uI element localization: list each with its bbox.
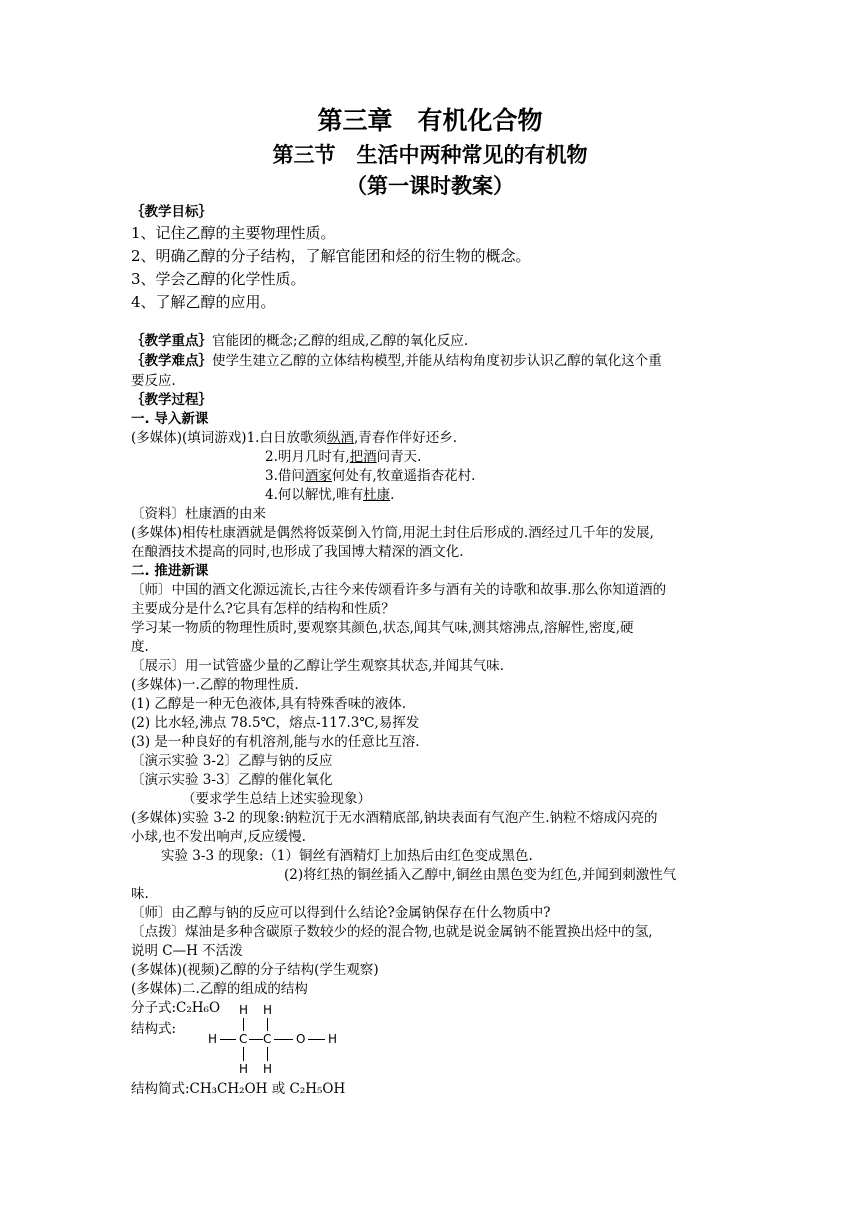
bond-line	[308, 1039, 325, 1040]
poem-text: 1.白日放歌须	[246, 430, 327, 446]
poem-line	[265, 447, 860, 468]
bond-line	[220, 1039, 236, 1040]
atom-h: H	[263, 1062, 273, 1076]
poem-line	[265, 485, 860, 506]
key-text: 官能团的概念;乙醇的组成,乙醇的氧化反应.	[212, 333, 469, 349]
bond-line	[267, 1047, 268, 1061]
ethanol-structural-formula	[200, 1003, 350, 1077]
text-line: (多媒体)(视频)乙醇的分子结构(学生观察)	[131, 962, 379, 978]
text-line: (2)将红热的铜丝插入乙醇中,铜丝由黑色变为红色,并闻到刺激性气	[284, 867, 677, 883]
media-line: (多媒体)相传杜康酒就是偶然将饭菜倒入竹筒,用泥土封住后形成的.酒经过几千年的发展,	[131, 525, 654, 541]
text-line: 〔展示〕用一试管盛少量的乙醇让学生观察其状态,并闻其气味.	[131, 658, 505, 674]
text-line: 说明 C—H 不活泼	[131, 943, 243, 959]
difficulty-text: 使学生建立乙醇的立体结构模型,并能从结构角度初步认识乙醇的氧化这个重	[212, 353, 662, 369]
atom-c: C	[239, 1032, 248, 1046]
material-line: 〔资料〕杜康酒的由来	[131, 506, 266, 522]
poem-text: 何处有,牧童遥指杏花村.	[331, 468, 476, 484]
difficulty-point	[131, 351, 731, 372]
text-line: 实验 3-3 的现象:（1）铜丝有酒精灯上加热后由红色变成黑色.	[161, 848, 533, 864]
atom-h: H	[328, 1032, 338, 1046]
text-line: (多媒体)二.乙醇的组成的结构	[131, 981, 308, 997]
objectives-heading: ｛教学目标｝	[131, 204, 212, 220]
poem-prefix: (多媒体)(填词游戏)	[131, 430, 247, 446]
bond-line	[274, 1039, 293, 1040]
part2-heading: 二. 推进新课	[131, 563, 209, 579]
bond-line	[249, 1039, 263, 1040]
objective-item: 4、了解乙醇的应用。	[131, 293, 276, 311]
difficulty-label: ｛教学难点｝	[131, 353, 212, 369]
atom-o: O	[296, 1032, 306, 1046]
bond-line	[243, 1047, 244, 1061]
structural-formula-label: 结构式:	[131, 1021, 177, 1037]
atom-h: H	[208, 1032, 218, 1046]
text-line: （要求学生总结上述实验现象）	[182, 791, 371, 807]
text-line: 〔演示实验 3-2〕乙醇与钠的反应	[131, 753, 333, 769]
poem-blank: 纵酒	[326, 430, 354, 446]
poem-line	[131, 428, 731, 449]
poem-line	[265, 466, 860, 487]
text-line: (2) 比水轻,沸点 78.5℃，熔点-117.3℃,易挥发	[131, 715, 420, 731]
poem-blank: 杜康	[363, 487, 391, 503]
poem-blank: 把酒	[349, 449, 377, 465]
atom-h: H	[239, 1003, 249, 1017]
poem-text: 2.明月几时有,	[265, 449, 350, 465]
poem-text: 3.借问	[265, 468, 305, 484]
text-line: 〔点拨〕煤油是多种含碳原子数较少的烃的混合物,也就是说金属钠不能置换出烃中的氢,	[131, 924, 653, 940]
lesson-subtitle: （第一课时教案）	[346, 174, 514, 198]
text-line: (3) 是一种良好的有机溶剂,能与水的任意比互溶.	[131, 734, 420, 750]
text-line: 度.	[131, 639, 149, 655]
poem-text: .	[390, 487, 395, 503]
key-label: ｛教学重点｝	[131, 333, 212, 349]
text-line: (1) 乙醇是一种无色液体,具有特殊香味的液体.	[131, 696, 406, 712]
section-title: 第三节 生活中两种常见的有机物	[272, 143, 588, 167]
media-line: 在酿酒技术提高的同时,也形成了我国博大精深的酒文化.	[131, 544, 464, 560]
text-line: (多媒体)一.乙醇的物理性质.	[131, 677, 299, 693]
process-heading: ｛教学过程｝	[131, 392, 212, 408]
text-line: 〔师〕中国的酒文化源远流长,古往今来传颂看许多与酒有关的诗歌和故事.那么你知道酒的	[131, 582, 667, 598]
poem-text: 4.何以解忧,唯有	[265, 487, 364, 503]
poem-text: ,青春作伴好还乡.	[353, 430, 458, 446]
text-line: 主要成分是什么?它具有怎样的结构和性质？	[131, 601, 395, 617]
bond-line	[243, 1018, 244, 1031]
objective-item: 1、记住乙醇的主要物理性质。	[131, 224, 336, 242]
poem-text: 问青天.	[376, 449, 422, 465]
text-line: 〔演示实验 3-3〕乙醇的催化氧化	[131, 772, 333, 788]
objective-item: 2、明确乙醇的分子结构，了解官能团和烃的衍生物的概念。	[131, 247, 531, 265]
part1-heading: 一. 导入新课	[131, 411, 209, 427]
text-line: (多媒体)实验 3-2 的现象:钠粒沉于无水酒精底部,钠块表面有气泡产生.钠粒不熔成闪亮的	[131, 810, 658, 826]
text-line: 小球,也不发出响声,反应缓慢.	[131, 829, 306, 845]
text-line: 学习某一物质的物理性质时,要观察其颜色,状态,闻其气味,测其熔沸点,溶解性,密度,硬	[131, 620, 634, 636]
atom-h: H	[239, 1062, 249, 1076]
objective-item: 3、学会乙醇的化学性质。	[131, 270, 306, 288]
molecular-formula: 分子式:C₂H₆O	[131, 1000, 221, 1016]
difficulty-text-cont: 要反应.	[131, 373, 176, 389]
atom-c: C	[263, 1032, 272, 1046]
atom-h: H	[263, 1003, 273, 1017]
bond-line	[267, 1018, 268, 1031]
key-point	[131, 331, 731, 352]
structural-short-formula: 结构简式:CH₃CH₂OH 或 C₂H₅OH	[131, 1081, 346, 1097]
chapter-title: 第三章 有机化合物	[317, 106, 543, 135]
poem-blank: 酒家	[304, 468, 332, 484]
text-line: 味.	[131, 886, 149, 902]
text-line: 〔师〕由乙醇与钠的反应可以得到什么结论?金属钠保存在什么物质中?	[131, 905, 551, 921]
